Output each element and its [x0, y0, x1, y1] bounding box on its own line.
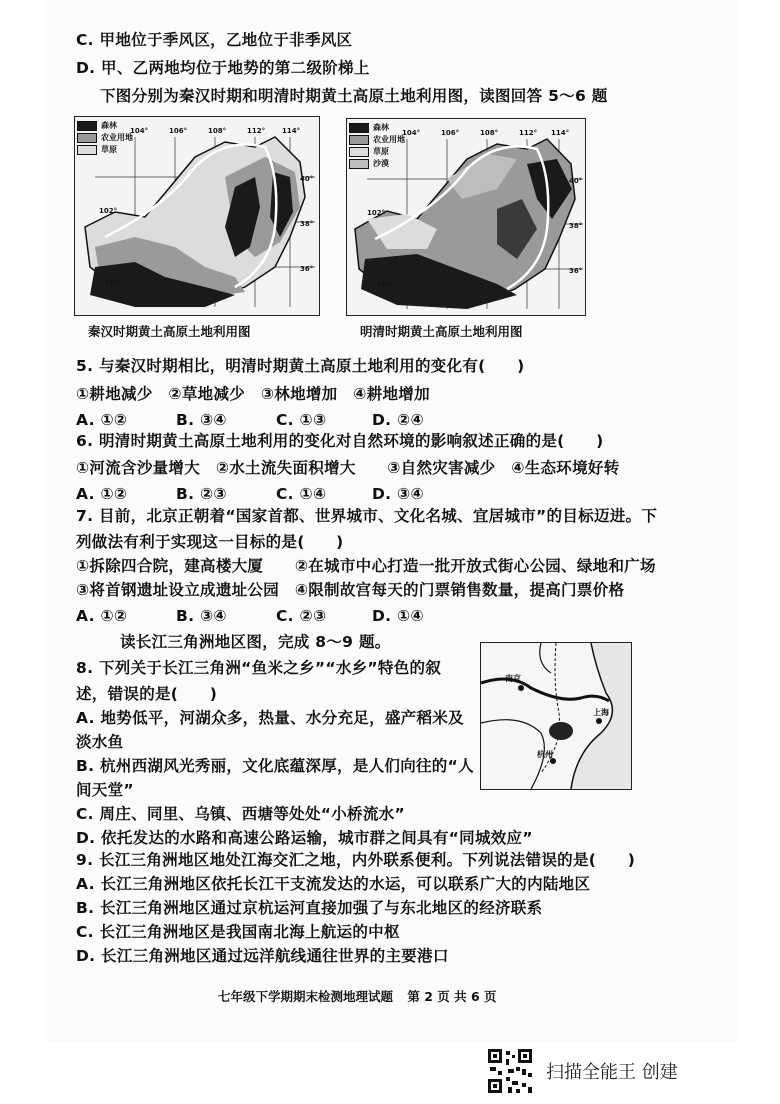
svg-text:106°: 106°: [169, 127, 188, 135]
q6-stem: 6. 明清时期黄土高原土地利用的变化对自然环境的影响叙述正确的是( ): [76, 432, 604, 450]
qinhan-map-caption: 秦汉时期黄土高原土地利用图: [88, 324, 251, 339]
svg-text:102°: 102°: [105, 279, 124, 287]
qr-code-icon: [486, 1047, 534, 1095]
svg-text:38°: 38°: [300, 220, 314, 228]
svg-text:40°: 40°: [300, 175, 314, 183]
exam-title: 七年级下学期期末检测地理试题: [218, 989, 394, 1004]
legend-grassland: 草原: [77, 145, 139, 155]
q9-option-c[interactable]: C. 长江三角洲地区是我国南北海上航运的中枢: [76, 923, 400, 941]
q5-option-a[interactable]: A. ①②: [76, 411, 128, 429]
svg-text:108°: 108°: [480, 129, 499, 137]
intro-q8-9: 读长江三角洲地区图，完成 8～9 题。: [120, 633, 391, 651]
svg-text:106°: 106°: [441, 129, 460, 137]
svg-text:38°: 38°: [569, 222, 583, 230]
legend-farmland: 农业用地: [349, 135, 411, 145]
delta-map-graphic: [481, 643, 631, 789]
svg-text:40°: 40°: [569, 177, 583, 185]
svg-text:114°: 114°: [282, 127, 301, 135]
q7-option-b[interactable]: B. ③④: [176, 607, 227, 625]
legend-farmland: 农业用地: [77, 133, 139, 143]
svg-text:112°: 112°: [519, 129, 538, 137]
svg-text:36°: 36°: [569, 267, 583, 275]
legend-forest: 森林: [349, 123, 411, 133]
svg-text:112°: 112°: [247, 127, 266, 135]
q5-option-b[interactable]: B. ③④: [176, 411, 227, 429]
svg-text:114°: 114°: [551, 129, 570, 137]
qinhan-legend: [77, 121, 139, 157]
q9-option-b[interactable]: B. 长江三角洲地区通过京杭运河直接加强了与东北地区的经济联系: [76, 899, 543, 917]
q4-option-c: C. 甲地位于季风区，乙地位于非季风区: [76, 31, 353, 49]
q6-options: [76, 484, 424, 504]
q5-option-d[interactable]: D. ②④: [372, 411, 424, 429]
qinhan-land-use-map: [74, 116, 320, 316]
q7-stem-line1: 7. 目前，北京正朝着“国家首都、世界城市、文化名城、宜居城市”的目标迈进。下: [76, 507, 658, 525]
q7-option-d[interactable]: D. ①④: [372, 607, 424, 625]
q6-option-b[interactable]: B. ②③: [176, 485, 227, 503]
q5-option-c[interactable]: C. ①③: [276, 411, 327, 429]
q6-option-c[interactable]: C. ①④: [276, 485, 327, 503]
legend-desert: 沙漠: [349, 159, 411, 169]
svg-text:108°: 108°: [208, 127, 227, 135]
q8-option-a-line1[interactable]: A. 地势低平，河湖众多，热量、水分充足，盛产稻米及: [76, 709, 464, 727]
q9-option-a[interactable]: A. 长江三角洲地区依托长江干支流发达的水运，可以联系广大的内陆地区: [76, 875, 591, 893]
q9-option-d[interactable]: D. 长江三角洲地区通过远洋航线通往世界的主要港口: [76, 947, 449, 965]
intro-q5-6: 下图分别为秦汉时期和明清时期黄土高原土地利用图，读图回答 5～6 题: [100, 87, 608, 105]
q7-option-a[interactable]: A. ①②: [76, 607, 128, 625]
q7-stem-line2: 列做法有利于实现这一目标的是( ): [76, 533, 344, 551]
legend-grassland: 草原: [349, 147, 411, 157]
q8-option-b-line2[interactable]: 间天堂”: [76, 781, 134, 799]
mingqing-land-use-map: [346, 118, 586, 316]
q7-options: [76, 606, 424, 626]
svg-text:104°: 104°: [402, 129, 421, 137]
q8-stem-line2: 述，错误的是( ): [76, 685, 218, 703]
q6-items: ①河流含沙量增大 ②水土流失面积增大 ③自然灾害减少 ④生态环境好转: [76, 459, 620, 477]
q8-option-a-line2[interactable]: 淡水鱼: [76, 733, 124, 751]
q7-items-line1: ①拆除四合院，建高楼大厦 ②在城市中心打造一批开放式街心公园、绿地和广场: [76, 557, 656, 575]
yangtze-delta-map: [480, 642, 632, 790]
scanner-watermark: 扫描全能王 创建: [546, 1062, 678, 1083]
svg-text:102°: 102°: [377, 281, 396, 289]
q4-option-d: D. 甲、乙两地均位于地势的第二级阶梯上: [76, 59, 370, 77]
q6-option-a[interactable]: A. ①②: [76, 485, 128, 503]
nanjing-label: 南京: [505, 674, 521, 683]
hangzhou-label: 杭州: [537, 750, 553, 759]
mingqing-legend: [349, 123, 411, 171]
q9-stem: 9. 长江三角洲地区地处江海交汇之地，内外联系便利。下列说法错误的是( ): [76, 851, 636, 869]
q7-items-line2: ③将首钢遗址设立成遗址公园 ④限制故宫每天的门票销售数量，提高门票价格: [76, 581, 625, 599]
q8-option-c[interactable]: C. 周庄、同里、乌镇、西塘等处处“小桥流水”: [76, 805, 405, 823]
q6-option-d[interactable]: D. ③④: [372, 485, 424, 503]
mingqing-map-caption: 明清时期黄土高原土地利用图: [360, 324, 523, 339]
page-number: 第 2 页 共 6 页: [407, 989, 497, 1004]
q8-stem-line1: 8. 下列关于长江三角洲“鱼米之乡”“水乡”特色的叙: [76, 659, 442, 677]
q7-option-c[interactable]: C. ②③: [276, 607, 327, 625]
shanghai-label: 上海: [593, 708, 609, 717]
svg-text:36°: 36°: [300, 265, 314, 273]
q5-stem: 5. 与秦汉时期相比，明清时期黄土高原土地利用的变化有( ): [76, 357, 525, 375]
q8-option-b-line1[interactable]: B. 杭州西湖风光秀丽，文化底蕴深厚，是人们向往的“人: [76, 757, 474, 775]
q8-option-d[interactable]: D. 依托发达的水路和高速公路运输，城市群之间具有“同城效应”: [76, 829, 533, 847]
svg-text:102°: 102°: [99, 207, 118, 215]
page-footer: [218, 987, 507, 1005]
q5-options: [76, 410, 424, 430]
lon-label: 104°: [130, 127, 149, 135]
legend-forest: 森林: [77, 121, 139, 131]
q5-items: ①耕地减少 ②草地减少 ③林地增加 ④耕地增加: [76, 385, 430, 403]
svg-text:102°: 102°: [367, 209, 386, 217]
